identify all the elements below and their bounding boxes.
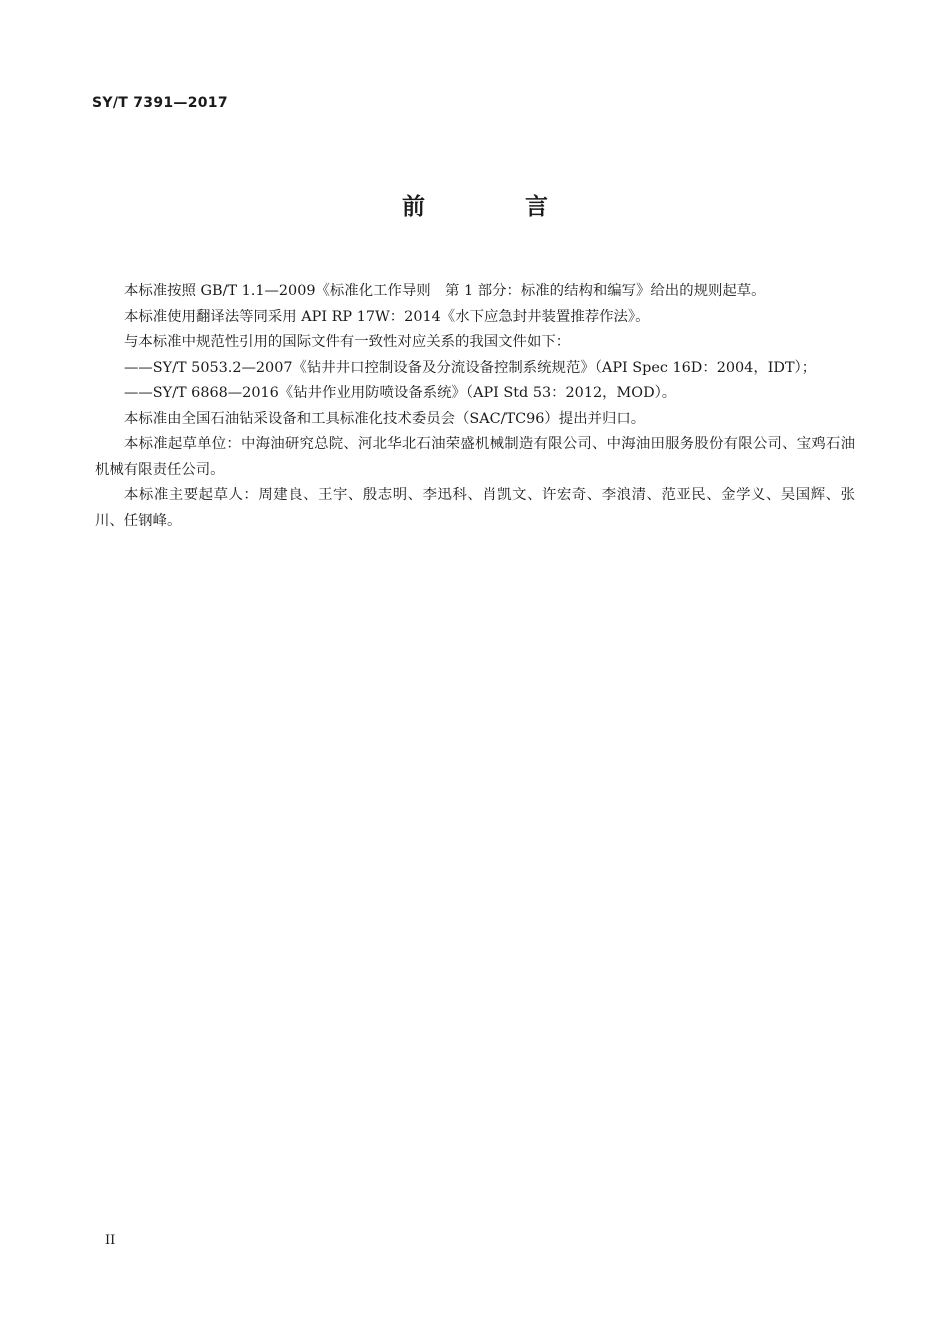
standard-code: SY/T 7391—2017 [92, 95, 228, 111]
page-number: II [105, 1233, 116, 1248]
paragraph-proposer: 本标准由全国石油钻采设备和工具标准化技术委员会（SAC/TC96）提出并归口。 [124, 410, 646, 427]
paragraph-adoption: 本标准使用翻译法等同采用 API RP 17W：2014《水下应急封井装置推荐作法》。 [124, 308, 650, 325]
paragraph-drafting-units: 本标准起草单位：中海油研究总院、河北华北石油荣盛机械制造有限公司、中海油田服务股份有限公司、宝鸡石油机械有限责任公司。 [95, 436, 855, 478]
foreword-body [95, 279, 855, 534]
page-title: 前 言 [401, 194, 594, 220]
paragraph-references-intro: 与本标准中规范性引用的国际文件有一致性对应关系的我国文件如下： [124, 334, 571, 350]
paragraph-drafting-rules: 本标准按照 GB/T 1.1—2009《标准化工作导则 第 1 部分：标准的结构和编写》给出的规则起草。 [124, 283, 766, 299]
reference-item: ——SY/T 5053.2—2007《钻井井口控制设备及分流设备控制系统规范》（API Spec 16D：2004，IDT）； [124, 359, 817, 376]
paragraph-drafters: 本标准主要起草人：周建良、王宇、殷志明、李迅科、肖凯文、许宏奇、李浪清、范亚民、金学义、吴国辉、张川、任钢峰。 [95, 487, 855, 529]
reference-item: ——SY/T 6868—2016《钻井作业用防喷设备系统》（API Std 53：2012，MOD）。 [124, 385, 677, 401]
